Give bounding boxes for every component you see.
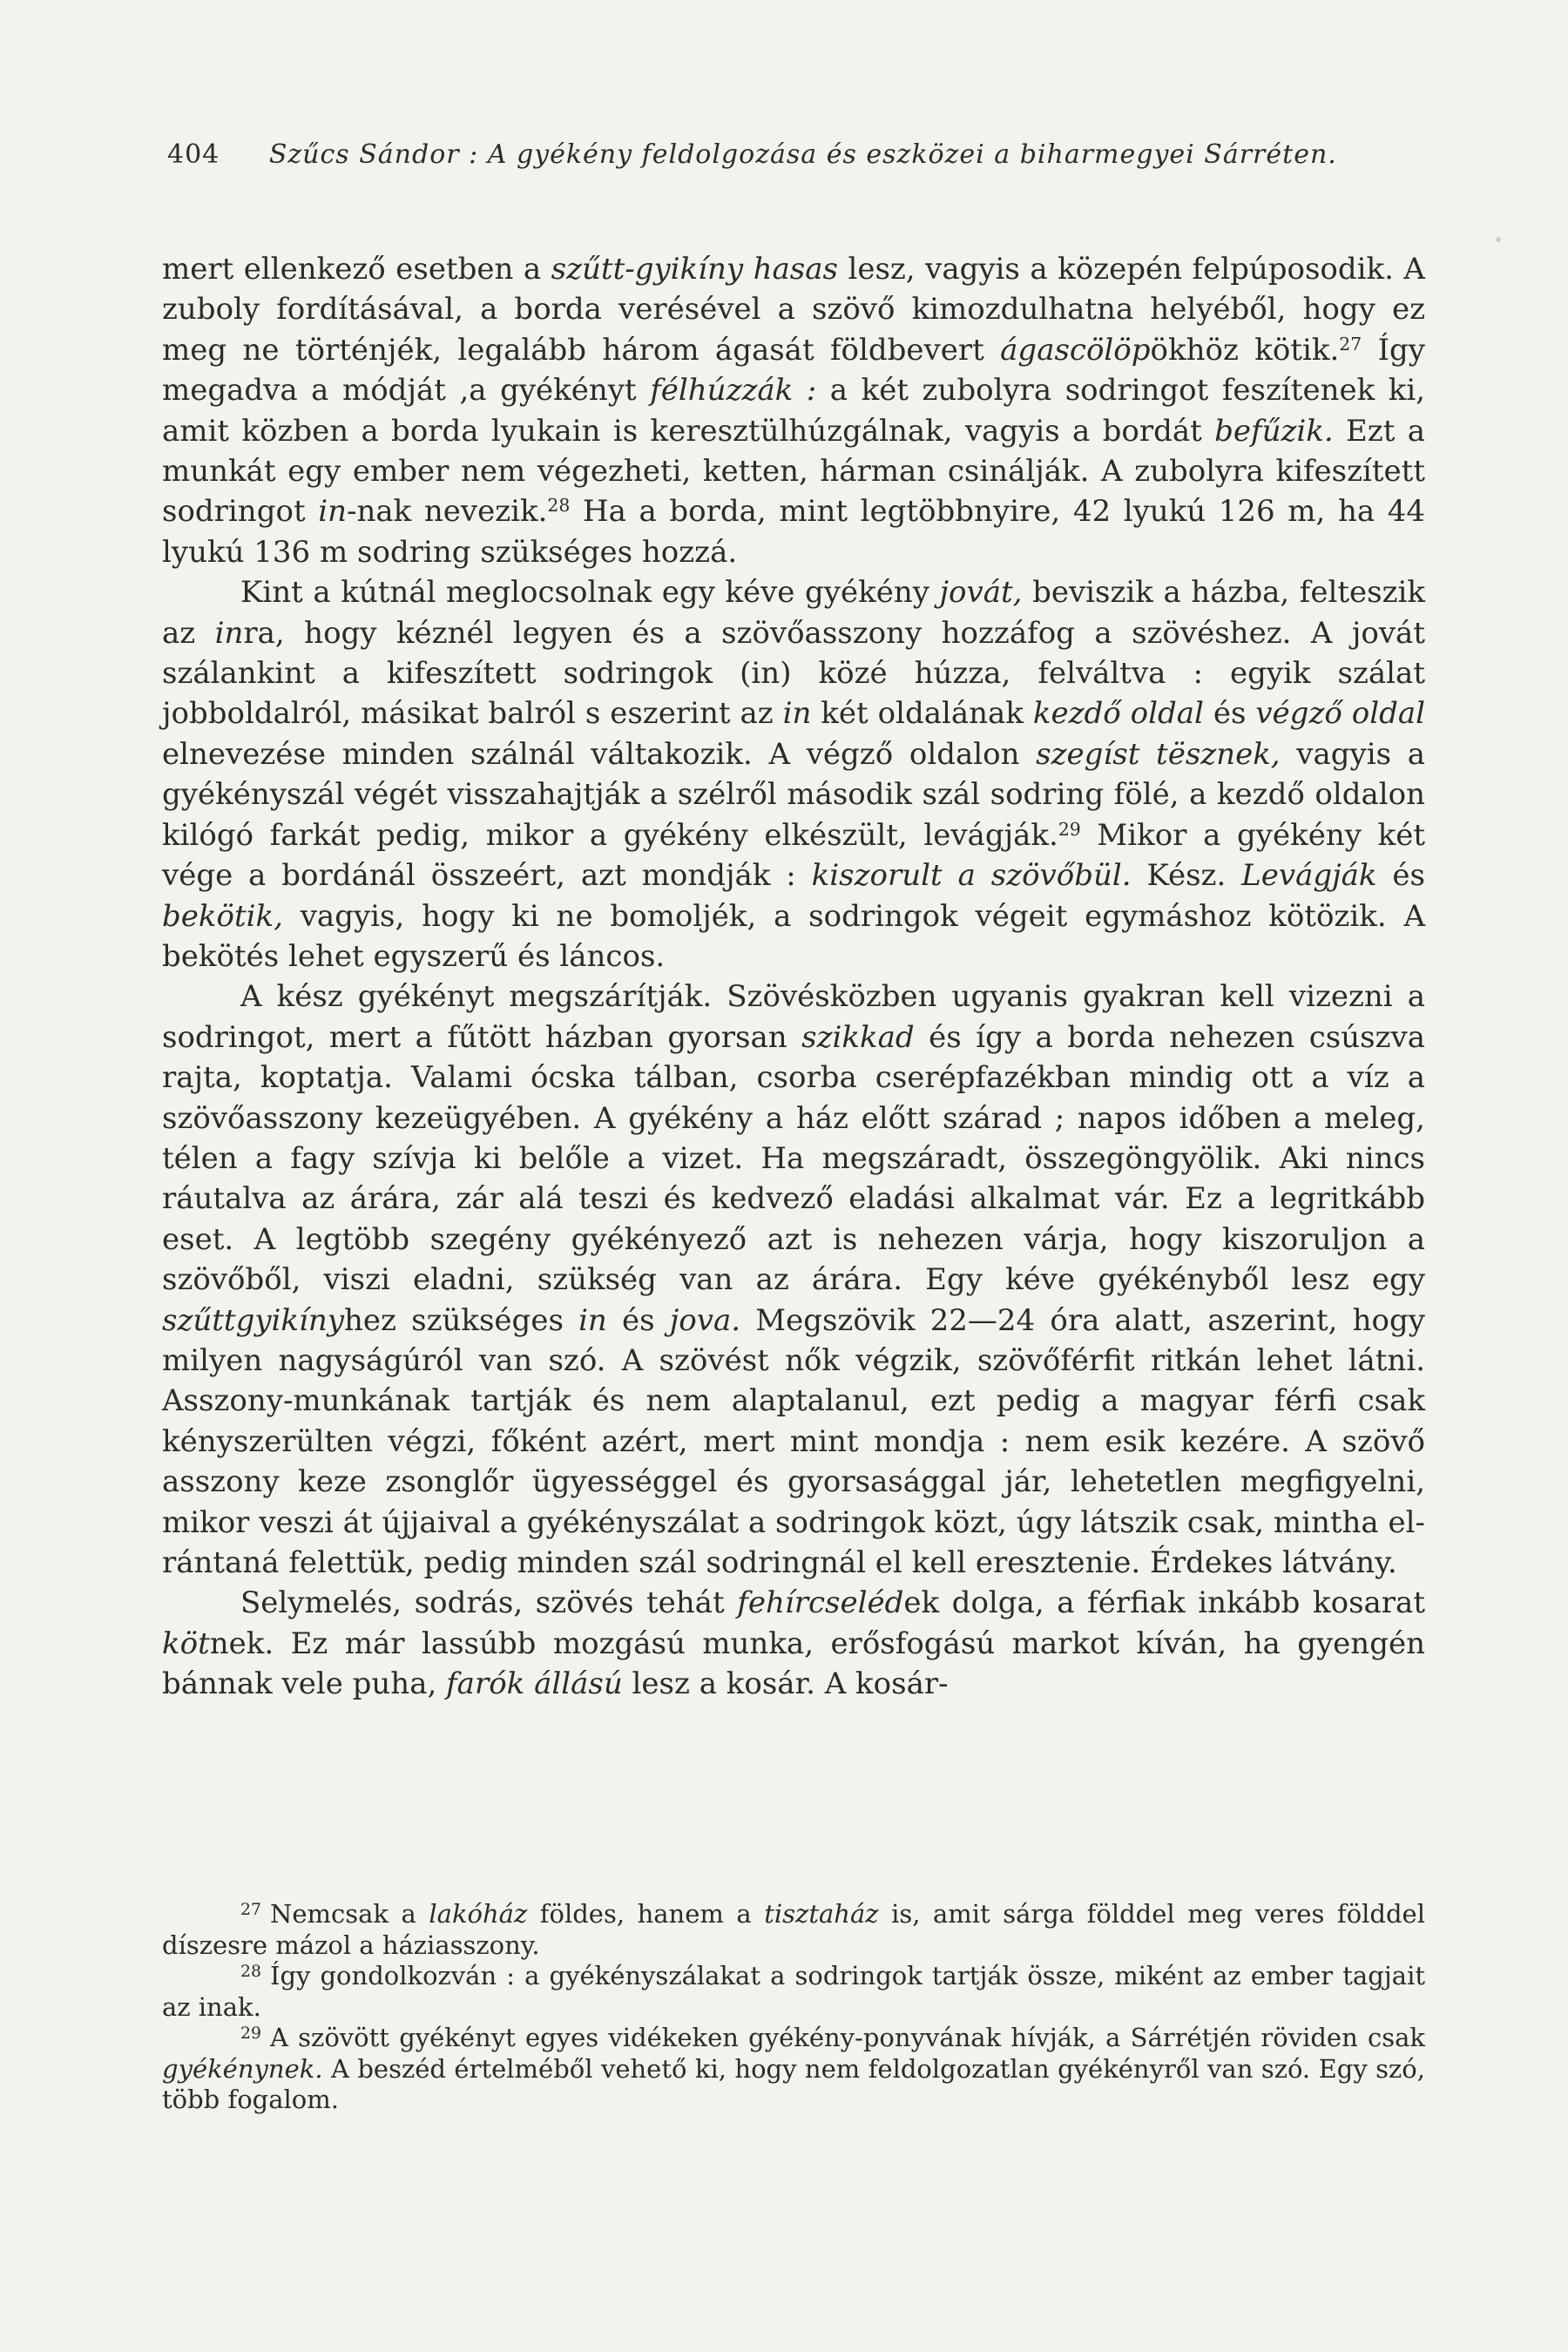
italic-term: lakóház	[429, 1899, 528, 1929]
footnote	[162, 1899, 1425, 1961]
text-run: a két zubolyra sodringot feszítenek ki, amit közben a borda lyukain is keresztülhúzgálnak, vagyis a bordát	[162, 373, 1426, 449]
italic-term: gyékénynek.	[162, 2053, 323, 2084]
footnote-number: 28	[240, 1962, 261, 1981]
text-run: is, amit sárga földdel meg veres földdel díszesre mázol a háziasszony.	[162, 1899, 1425, 1960]
text-run: lesz, vagyis a közepén felpúposodik. A zuboly fordításával, a borda verésével a szövő kimozdulhatna helyéből, hogy ez meg ne történjék, legalább három ágasát földbevert	[162, 252, 1425, 368]
italic-term: in	[214, 615, 244, 651]
text-run: és	[1203, 696, 1256, 732]
text-run: A kész gyékényt megszárítják. Szövésközben ugyanis gyakran kell vizezni a sodringot, mert a fűtött házban gyorsan	[162, 979, 1425, 1055]
text-run: és	[606, 1302, 670, 1338]
text-run: elnevezése minden szálnál váltakozik. A végző oldalon	[162, 736, 1037, 772]
text-run: ek dolga, a férfiak inkább kosarat	[903, 1585, 1425, 1621]
text-run: és	[1376, 858, 1425, 894]
footnotes	[162, 1899, 1425, 2116]
italic-term: jova.	[669, 1302, 741, 1338]
text-run: Megszövik 22—24 óra alatt, aszerint, hogy milyen nagyságúról van szó. A szövést nők végzik, szövőférfit ritkán lehet látni. Asszony-munkának tartják és nem alaptalanul, ezt pedig a magyar férfi csak kényszerülten végzi, főként azért, mert mint mondja : nem esik kezére. A szövő asszony keze zsonglőr ügyességgel és gyorsasággal jár, lehetetlen megfigyelni, mikor veszi át újjaival a gyékényszálat a sodringok közt, úgy látszik csak, mintha elrántaná felettük, pedig minden szál sodringnál el kell eresztenie. Érdekes látvány.	[162, 1302, 1425, 1580]
text-run: Kész.	[1131, 858, 1242, 894]
italic-term: fehírcseléd	[737, 1585, 904, 1621]
text-run: hez szükséges	[344, 1302, 579, 1338]
running-title: Szűcs Sándor : A gyékény feldolgozása és eszközei a biharmegyei Sárréten.	[268, 139, 1337, 170]
italic-term: bekötik,	[162, 898, 283, 934]
italic-term: szűtt-gyikíny hasas	[551, 252, 838, 287]
text-run: Selymelés, sodrás, szövés tehát	[240, 1585, 738, 1621]
italic-term: végző oldal	[1255, 696, 1426, 732]
italic-term: szűttgyikíny	[162, 1302, 345, 1338]
paragraph	[162, 249, 1425, 572]
paragraph	[162, 1583, 1425, 1704]
paragraph	[162, 977, 1425, 1583]
footnote	[162, 1961, 1425, 2023]
footnote-ref: 29	[1058, 818, 1081, 840]
paragraph	[162, 572, 1425, 977]
text-run: beviszik a házba, felteszik az	[162, 575, 1426, 651]
italic-term: kiszorult a szövőbül.	[811, 858, 1132, 894]
text-run: vagyis a gyékényszál végét visszahajtják a szélről második szál sodring fölé, a kezdő oldalon kilógó farkát pedig, mikor a gyékény elkészült, levágják.	[162, 736, 1425, 853]
text-run: Így megadva a módját ,a gyékényt	[162, 332, 1425, 409]
italic-term: szegíst tësznek,	[1036, 736, 1281, 772]
text-run: mert ellenkező esetben a	[162, 252, 551, 287]
footnote-ref: 27	[1339, 333, 1362, 355]
italic-term: in	[318, 494, 347, 530]
italic-term: jovát,	[939, 575, 1023, 611]
text-run: Ha a borda, mint legtöbbnyire, 42 lyukú 126 m, ha 44 lyukú 136 m sodring szükséges hozzá.	[162, 494, 1425, 570]
italic-term: befűzik.	[1214, 413, 1334, 449]
text-run: ökhöz kötik.	[1150, 332, 1340, 368]
italic-term: in	[782, 696, 812, 732]
text-run: nek. Ez már lassúbb mozgású munka, erősfogású markot kíván, ha gyengén bánnak vele puha,	[162, 1625, 1425, 1702]
page-number: 404	[167, 139, 220, 170]
italic-term: tisztaház	[764, 1899, 879, 1929]
footnote-ref: 28	[547, 495, 571, 517]
italic-term: in	[578, 1302, 607, 1338]
text-run: -nak nevezik.	[347, 494, 548, 530]
italic-term: farók állású	[446, 1666, 623, 1702]
footnote-number: 29	[240, 2024, 261, 2043]
paper-speck	[1496, 237, 1501, 242]
body-text	[162, 249, 1425, 1705]
italic-term: köt	[162, 1625, 210, 1661]
text-run: vagyis, hogy ki ne bomoljék, a sodringok végeit egymáshoz kötözik. A bekötés lehet egyszerű és láncos.	[162, 898, 1425, 974]
text-run: ra, hogy kéznél legyen és a szövőasszony hozzáfog a szövéshez. A jovát szálankint a kifeszített sodringok (in) közé húzza, felváltva : egyik szálat jobboldalról, másikat balról s eszerint az	[162, 615, 1425, 732]
text-run: és így a borda nehezen csúszva rajta, koptatja. Valami ócska tálban, csorba cserépfazékban mindig ott a víz a szövőasszony kezeügyében. A gyékény a ház előtt szárad ; napos időben a meleg, télen a fagy szívja ki belőle a vizet. Ha megszáradt, összegöngyölik. Aki nincs ráutalva az árára, zár alá teszi és kedvező eladási alkalmat vár. Ez a legritkább eset. A legtöbb szegény gyékényező azt is nehezen várja, hogy kiszoruljon a szövőből, viszi eladni, szükség van az árára. Egy kéve gyékényből lesz egy	[162, 1019, 1425, 1298]
text-run: Ezt a munkát egy ember nem végezheti, ketten, hárman csinálják. A zubolyra kifeszített sodringot	[162, 413, 1425, 530]
text-run: Így gondolkozván : a gyékényszálakat a sodringok tartják össze, miként az ember tagjait az inak.	[162, 1961, 1425, 2022]
italic-term: félhúzzák :	[650, 373, 817, 409]
text-run: lesz a kosár. A kosár-	[622, 1666, 949, 1702]
text-run: Mikor a gyékény két vége a bordánál összeért, azt mondják :	[162, 817, 1425, 894]
text-run: Kint a kútnál meglocsolnak egy kéve gyékény	[240, 575, 940, 611]
text-run: két oldalának	[811, 696, 1033, 732]
text-run: A beszéd értelméből vehető ki, hogy nem feldolgozatlan gyékényről van szó. Egy szó, több fogalom.	[162, 2053, 1425, 2114]
text-run: Nemcsak a	[269, 1899, 429, 1929]
italic-term: szikkad	[801, 1019, 915, 1055]
footnote-number: 27	[240, 1900, 261, 1919]
text-run: A szövött gyékényt egyes vidékeken gyékény-ponyvának hívják, a Sárrétjén röviden csak	[269, 2023, 1425, 2052]
footnote	[162, 2023, 1425, 2116]
italic-term: Levágják	[1241, 858, 1377, 894]
italic-term: ágascölöp	[1000, 332, 1151, 368]
text-run: földes, hanem a	[527, 1899, 765, 1929]
italic-term: kezdő oldal	[1032, 696, 1204, 732]
running-header	[167, 139, 1422, 170]
